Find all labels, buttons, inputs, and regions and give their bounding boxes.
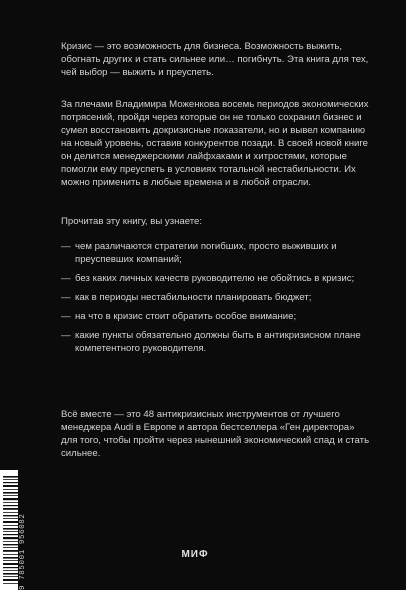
list-item	[61, 291, 373, 304]
dash-marker: —	[61, 292, 71, 303]
intro-paragraph: Кризис — это возможность для бизнеса. Возможность выжить, обогнать других и стать сильнее или… погибнуть. Эта книга для тех, чей выбор — выжить и преуспеть.	[61, 41, 369, 78]
list-item-text: какие пункты обязательно должны быть в антикризисном плане компетентного руководителя.	[75, 330, 361, 354]
list-item	[61, 329, 373, 355]
list-item	[61, 272, 373, 285]
list-item-text: чем различаются стратегии погибших, просто выживших и преуспевших компаний;	[75, 241, 337, 265]
list-item-text: как в периоды нестабильности планировать бюджет;	[75, 292, 312, 303]
publisher-logo: МИФ	[181, 549, 209, 560]
dash-marker: —	[61, 273, 71, 284]
list-item-text: на что в кризис стоит обратить особое внимание;	[75, 311, 297, 322]
list-item	[61, 240, 373, 266]
list-intro: Прочитав эту книгу, вы узнаете:	[61, 216, 203, 227]
dash-marker: —	[61, 241, 71, 252]
barcode	[0, 470, 18, 590]
summary-paragraph: Всё вместе — это 48 антикризисных инструментов от лучшего менеджера Audi в Европе и автора бестселлера «Ген директора» для того, чтобы пройти через нынешний экономический спад и стать сильнее.	[61, 409, 370, 459]
list-item	[61, 310, 373, 323]
benefits-list	[61, 240, 373, 361]
barcode-bars-icon	[0, 470, 18, 590]
dash-marker: —	[61, 330, 71, 341]
list-item-text: без каких личных качеств руководителю не обойтись в кризис;	[75, 273, 355, 284]
dash-marker: —	[61, 311, 71, 322]
isbn-number: 9 785001 956082	[19, 513, 27, 590]
author-paragraph: За плечами Владимира Моженкова восемь периодов экономических потрясений, пройдя через которые он не только сохранил бизнес и сумел восстановить докризисные показатели, но и вывел компанию на новый уровень, оставив конкурентов позади. В своей новой книге он делится менеджерскими лайфхаками и хитростями, которые помогли ему преуспеть в условиях тотальной нестабильности. Их можно применить в любые времена и в любой отрасли.	[61, 99, 369, 188]
